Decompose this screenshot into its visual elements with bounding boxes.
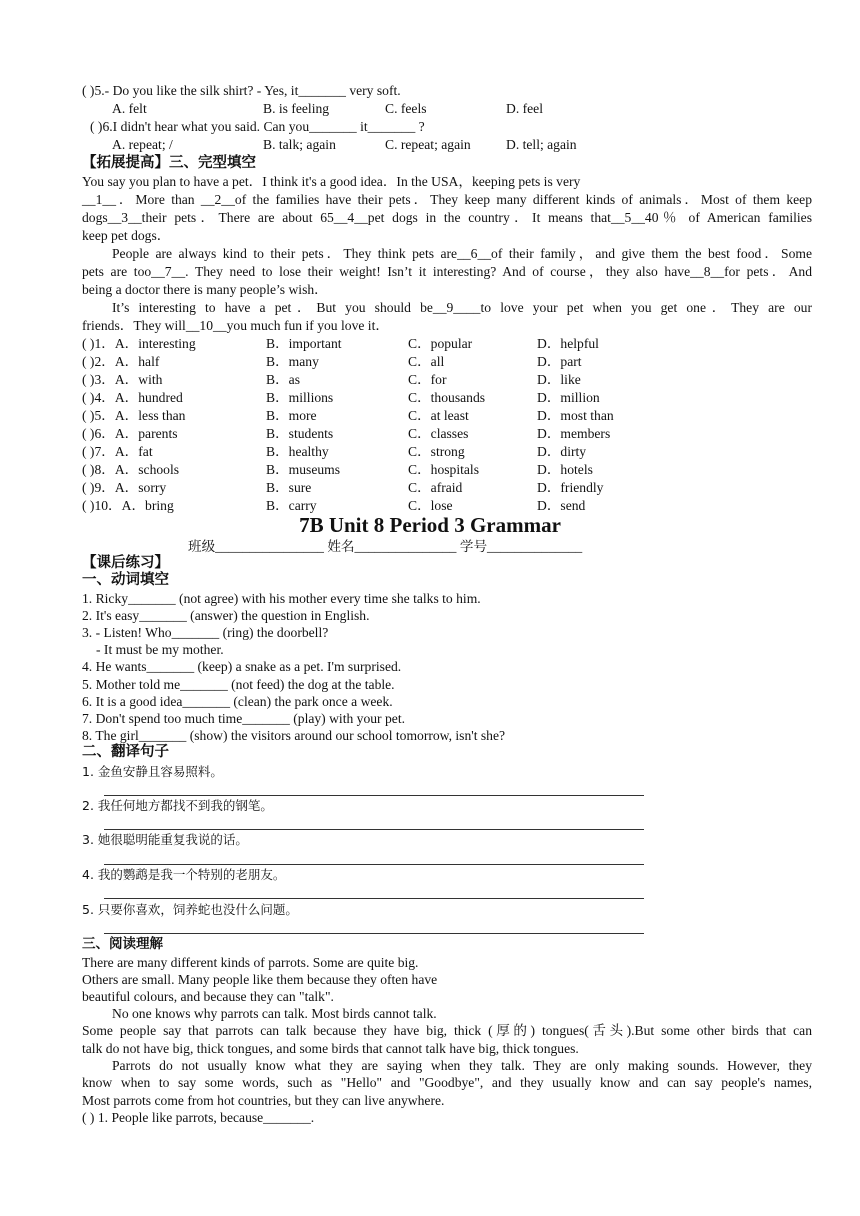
verb-item: 2. It's easy_______ (answer) the question in English. [82, 608, 370, 623]
cloze-line: friends．They will__10__you much fun if you love it． [82, 318, 389, 333]
cloze-line: dogs__3__their pets．There are about 65__4__pet dogs in the country．It means that__5__40％ of American families [82, 210, 812, 225]
answer-line[interactable] [104, 864, 644, 865]
cloze-line: __1__．More than __2__of the families have their pets．They keep many different kinds of animals．Most of them keep [82, 192, 812, 207]
cloze-question-option-c: C．classes [408, 426, 469, 441]
cloze-question-option-b: B．museums [266, 462, 341, 477]
cloze-question-option-c: C．all [408, 354, 445, 369]
cloze-question-option-d: D．like [537, 372, 581, 387]
cloze-question-option-b: B．millions [266, 390, 334, 405]
cloze-question-option-b: B．sure [266, 480, 312, 495]
cloze-question-option-a: ( )1．A．interesting [82, 336, 196, 351]
answer-line[interactable] [104, 933, 644, 934]
cloze-question-option-a: ( )6．A．parents [82, 426, 178, 441]
section-2-heading: 二、翻译句子 [82, 744, 169, 760]
verb-item: 8. The girl_______ (show) the visitors around our school tomorrow, isn't she? [82, 728, 506, 743]
q5-option-b: B. is feeling [263, 101, 330, 116]
verb-item: 4. He wants_______ (keep) a snake as a pet. I'm surprised. [82, 659, 402, 674]
cloze-question-option-a: ( )2．A．half [82, 354, 160, 369]
cloze-question-option-c: C．thousands [408, 390, 486, 405]
cloze-line: pets are too__7__. They need to lose their weight! Isn’t it interesting? And of course，they also have__8__for pets．And [82, 264, 812, 279]
cloze-heading: 【拓展提高】三、完型填空 [82, 155, 256, 171]
answer-line[interactable] [104, 795, 644, 796]
cloze-question-option-b: B．many [266, 354, 319, 369]
reading-line: Others are small. Many people like them because they often have [82, 972, 438, 987]
cloze-question-option-b: B．as [266, 372, 300, 387]
translation-item: 4. 我的鹦鹉是我一个特别的老朋友。 [82, 867, 286, 882]
reading-line: know when to say some words, such as "Hello" and "Goodbye", and they usually know and can say people's names, [82, 1075, 812, 1090]
reading-line: There are many different kinds of parrots. Some are quite big. [82, 955, 419, 970]
cloze-question-option-d: D．most than [537, 408, 614, 423]
section-3-heading: 三、阅读理解 [82, 936, 163, 952]
cloze-question-option-b: B．more [266, 408, 317, 423]
cloze-line: You say you plan to have a pet．I think it's a good idea．In the USA，keeping pets is very [82, 174, 581, 189]
cloze-question-option-a: ( )7．A．fat [82, 444, 153, 459]
reading-line: beautiful colours, and because they can "talk". [82, 989, 334, 1004]
verb-item: 5. Mother told me_______ (not feed) the dog at the table. [82, 677, 395, 692]
cloze-question-option-c: C．for [408, 372, 447, 387]
cloze-question-option-a: ( )5．A．less than [82, 408, 186, 423]
cloze-question-option-c: C．lose [408, 498, 453, 513]
cloze-question-option-a: ( )9．A．sorry [82, 480, 167, 495]
reading-line: Some people say that parrots can talk because they have big, thick (厚的) tongues(舌头).But some other birds that can [82, 1023, 812, 1038]
answer-line[interactable] [104, 898, 644, 899]
cloze-question-option-a: ( )8．A．schools [82, 462, 180, 477]
q5-option-c: C. feels [385, 101, 427, 116]
cloze-line: People are always kind to their pets．They think pets are__6__of their family，and give them the best food．Some [112, 246, 812, 261]
cloze-question-option-a: ( )10．A．bring [82, 498, 174, 513]
translation-item: 1. 金鱼安静且容易照料。 [82, 764, 223, 779]
cloze-question-option-a: ( )4．A．hundred [82, 390, 183, 405]
cloze-question-option-d: D．send [537, 498, 586, 513]
verb-item: 3. - Listen! Who_______ (ring) the doorbell? [82, 625, 329, 640]
answer-line[interactable] [104, 829, 644, 830]
cloze-question-option-b: B．healthy [266, 444, 329, 459]
q6-option-c: C. repeat; again [385, 137, 471, 152]
page-title: 7B Unit 8 Period 3 Grammar [299, 513, 561, 537]
cloze-question-option-a: ( )3．A．with [82, 372, 163, 387]
q6-option-d: D. tell; again [506, 137, 577, 152]
cloze-question-option-b: B．important [266, 336, 342, 351]
q5-option-a: A. felt [112, 101, 147, 116]
q5-option-d: D. feel [506, 101, 543, 116]
verb-item: - It must be my mother. [96, 642, 224, 657]
reading-line: Most parrots come from hot countries, but they can live anywhere. [82, 1093, 445, 1108]
cloze-question-option-c: C．popular [408, 336, 473, 351]
verb-item: 6. It is a good idea_______ (clean) the park once a week. [82, 694, 393, 709]
question-5-stem: ( )5.- Do you like the silk shirt? - Yes, it_______ very soft. [82, 83, 401, 98]
section-1-heading: 一、动词填空 [82, 572, 169, 588]
translation-item: 2. 我任何地方都找不到我的钢笔。 [82, 798, 273, 813]
question-6-stem: ( )6.I didn't hear what you said. Can you_______ it_______ ? [90, 119, 425, 134]
verb-item: 1. Ricky_______ (not agree) with his mother every time she talks to him. [82, 591, 481, 606]
cloze-question-option-d: D．dirty [537, 444, 587, 459]
cloze-question-option-d: D．members [537, 426, 611, 441]
cloze-question-option-d: D．million [537, 390, 600, 405]
cloze-question-option-c: C．hospitals [408, 462, 479, 477]
translation-item: 3. 她很聪明能重复我说的话。 [82, 832, 248, 847]
translation-item: 5. 只要你喜欢，饲养蛇也没什么问题。 [82, 902, 298, 917]
q6-option-a: A. repeat; / [112, 137, 173, 152]
reading-line: talk do not have big, thick tongues, and some birds that cannot talk have big, thick tongues. [82, 1041, 579, 1056]
verb-item: 7. Don't spend too much time_______ (play) with your pet. [82, 711, 405, 726]
q6-option-b: B. talk; again [263, 137, 336, 152]
cloze-question-option-d: D．friendly [537, 480, 604, 495]
cloze-question-option-b: B．carry [266, 498, 317, 513]
cloze-question-option-c: C．strong [408, 444, 465, 459]
reading-line: Parrots do not usually know what they are saying when they talk. They are only making sounds. However, they [112, 1058, 812, 1073]
reading-question: ( ) 1. People like parrots, because_______. [82, 1110, 315, 1125]
student-info-line: 班级________________ 姓名_______________ 学号______________ [188, 539, 583, 554]
cloze-question-option-c: C．afraid [408, 480, 463, 495]
reading-line: No one knows why parrots can talk. Most birds cannot talk. [112, 1006, 437, 1021]
cloze-line: keep pet dogs． [82, 228, 171, 243]
cloze-line: being a doctor there is many people’s wish． [82, 282, 328, 297]
cloze-question-option-d: D．hotels [537, 462, 593, 477]
cloze-line: It’s interesting to have a pet．But you should be__9____to love your pet when you get one．They are our [112, 300, 812, 315]
cloze-question-option-d: D．helpful [537, 336, 599, 351]
practice-heading: 【课后练习】 [82, 555, 169, 571]
cloze-question-option-c: C．at least [408, 408, 469, 423]
cloze-question-option-d: D．part [537, 354, 582, 369]
cloze-question-option-b: B．students [266, 426, 334, 441]
